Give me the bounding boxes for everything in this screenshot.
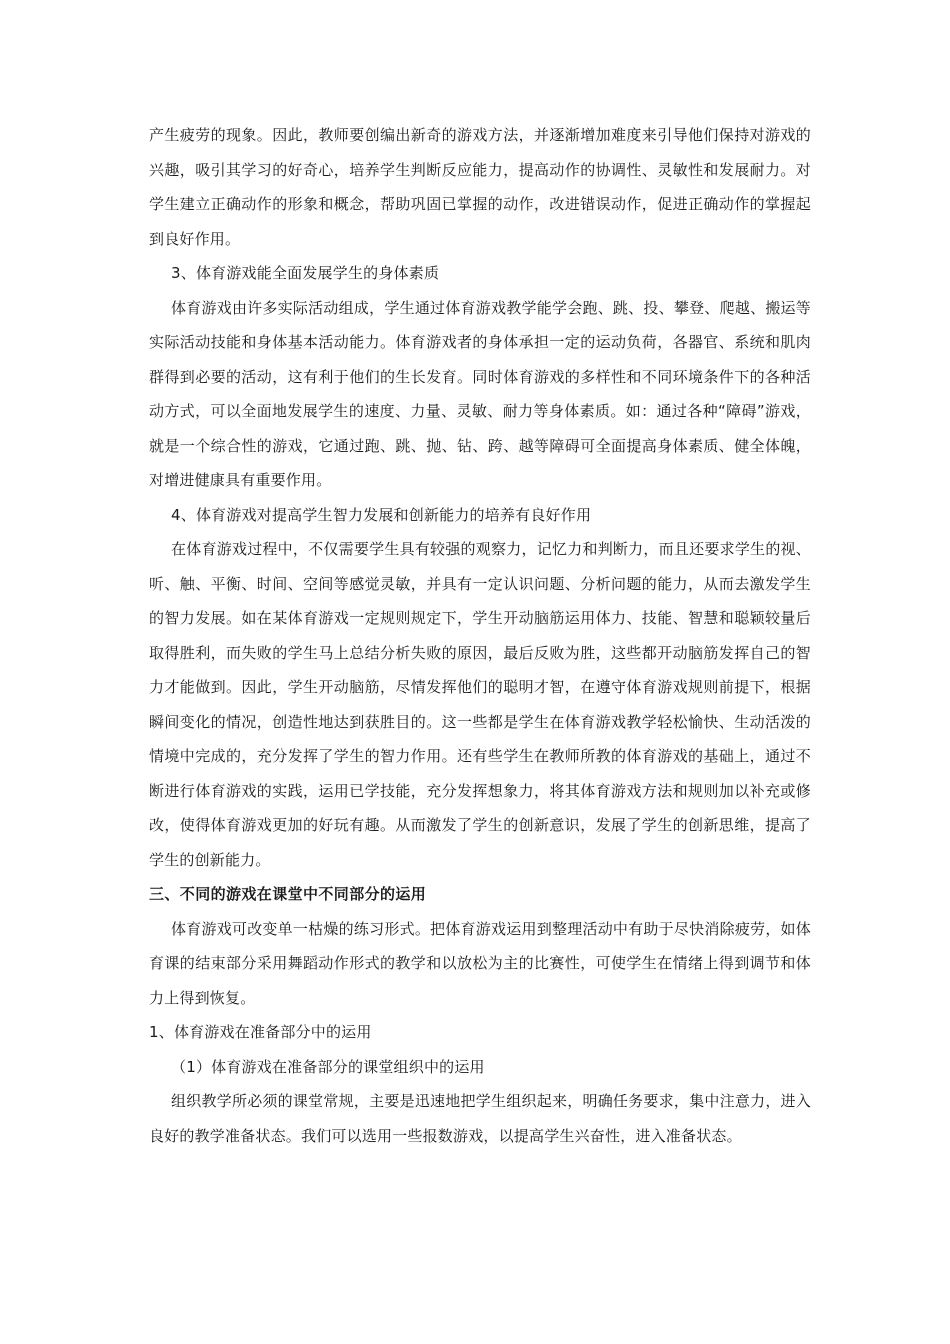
section-heading-games-in-class: 三、不同的游戏在课堂中不同部分的运用 [149, 885, 427, 903]
subheading-preparation: 1、体育游戏在准备部分中的运用 [149, 1023, 372, 1041]
document-body [149, 118, 811, 1153]
subheading-physical-quality: 3、体育游戏能全面发展学生的身体素质 [171, 264, 440, 282]
paragraph-organization: 组织教学所必须的课堂常规，主要是迅速地把学生组织起来，明确任务要求，集中注意力，进入良好的教学准备状态。我们可以选用一些报数游戏，以提高学生兴奋性，进入准备状态。 [149, 1092, 811, 1145]
subheading-preparation-organization: （1）体育游戏在准备部分的课堂组织中的运用 [171, 1057, 485, 1076]
paragraph-games-in-class: 体育游戏可改变单一枯燥的练习形式。把体育游戏运用到整理活动中有助于尽快消除疲劳，如体育课的结束部分采用舞蹈动作形式的教学和以放松为主的比赛性，可使学生在情绪上得到调节和体力上得到恢复。 [149, 919, 811, 1007]
paragraph-intelligence: 在体育游戏过程中，不仅需要学生具有较强的观察力，记忆力和判断力，而且还要求学生的视、听、触、平衡、时间、空间等感觉灵敏，并具有一定认识问题、分析问题的能力，从而去激发学生的智力发展。如在某体育游戏一定规则规定下，学生开动脑筋运用体力、技能、智慧和聪颖较量后取得胜利，而失败的学生马上总结分析失败的原因，最后反败为胜，这些都开动脑筋发挥自己的智力才能做到。因此，学生开动脑筋，尽情发挥他们的聪明才智，在遵守体育游戏规则前提下，根据瞬间变化的情况，创造性地达到获胜目的。这一些都是学生在体育游戏教学轻松愉快、生动活泼的情境中完成的，充分发挥了学生的智力作用。还有些学生在教师所教的体育游戏的基础上，通过不断进行体育游戏的实践，运用已学技能，充分发挥想象力，将其体育游戏方法和规则加以补充或修改，使得体育游戏更加的好玩有趣。从而激发了学生的创新意识，发展了学生的创新思维，提高了学生的创新能力。 [149, 540, 811, 869]
paragraph-physical-quality: 体育游戏由许多实际活动组成，学生通过体育游戏教学能学会跑、跳、投、攀登、爬越、搬运等实际活动技能和身体基本活动能力。体育游戏者的身体承担一定的运动负荷，各器官、系统和肌肉群得到必要的活动，这有利于他们的生长发育。同时体育游戏的多样性和不同环境条件下的各种活动方式，可以全面地发展学生的速度、力量、灵敏、耐力等身体素质。如：通过各种“障碍”游戏，就是一个综合性的游戏，它通过跑、跳、抛、钻、跨、越等障碍可全面提高身体素质、健全体魄，对增进健康具有重要作用。 [149, 298, 811, 489]
paragraph-fatigue: 产生疲劳的现象。因此，教师要创编出新奇的游戏方法，并逐渐增加难度来引导他们保持对游戏的兴趣，吸引其学习的好奇心，培养学生判断反应能力，提高动作的协调性、灵敏性和发展耐力。对学生建立正确动作的形象和概念，帮助巩固已掌握的动作，改进错误动作，促进正确动作的掌握起到良好作用。 [149, 126, 811, 248]
subheading-intelligence: 4、体育游戏对提高学生智力发展和创新能力的培养有良好作用 [171, 505, 592, 524]
